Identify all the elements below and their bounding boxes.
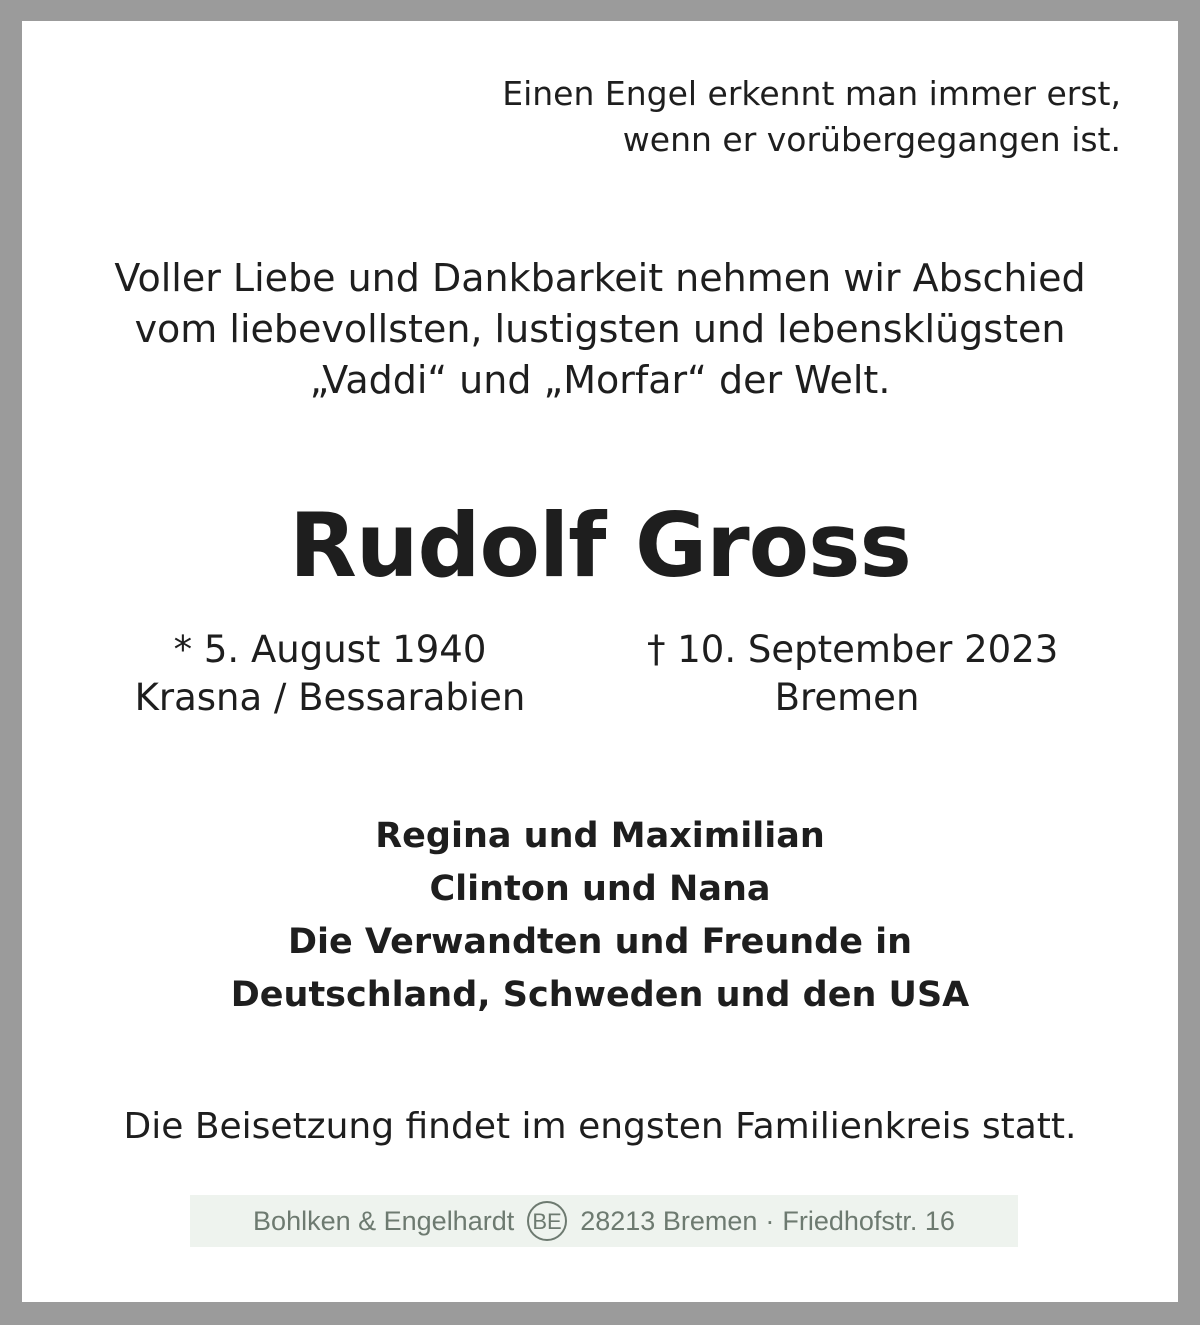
obituary-card <box>22 21 1178 1302</box>
quote-line-1: Einen Engel erkennt man immer erst, <box>502 74 1121 113</box>
mourners-line-3: Die Verwandten und Freunde in <box>287 922 913 962</box>
funeral-home-name: Bohlken & Engelhardt <box>253 1205 515 1236</box>
mourners-line-4: Deutschland, Schweden und den USA <box>230 975 970 1015</box>
birth-info <box>134 626 526 722</box>
epigraph-quote <box>502 71 1121 163</box>
intro-line-3: „Vaddi“ und „Morfar“ der Welt. <box>309 358 891 402</box>
funeral-home-footer <box>190 1195 1018 1247</box>
funeral-home-logo-icon <box>526 1200 568 1242</box>
birth-date: * 5. August 1940 <box>173 628 487 671</box>
footer-separator: · <box>765 1205 775 1236</box>
death-info <box>647 626 1059 722</box>
logo-monogram: BE <box>532 1209 562 1234</box>
mourners-list <box>22 810 1178 1022</box>
intro-text <box>22 253 1178 406</box>
mourners-line-1: Regina und Maximilian <box>375 816 825 856</box>
funeral-home-postcode-city: 28213 Bremen <box>580 1205 758 1236</box>
burial-notice: Die Beisetzung findet im engsten Familienkreis statt. <box>123 1106 1077 1147</box>
death-place: Bremen <box>774 676 920 719</box>
mourners-line-2: Clinton und Nana <box>429 869 771 909</box>
funeral-home-street: Friedhofstr. 16 <box>782 1205 955 1236</box>
intro-line-1: Voller Liebe und Dankbarkeit nehmen wir Abschied <box>114 256 1086 300</box>
death-date: † 10. September 2023 <box>647 628 1059 671</box>
birth-place: Krasna / Bessarabien <box>134 676 526 719</box>
deceased-name: Rudolf Gross <box>289 494 911 597</box>
intro-line-2: vom liebevollsten, lustigsten und lebensklügsten <box>134 307 1066 351</box>
quote-line-2: wenn er vorübergegangen ist. <box>622 120 1121 159</box>
